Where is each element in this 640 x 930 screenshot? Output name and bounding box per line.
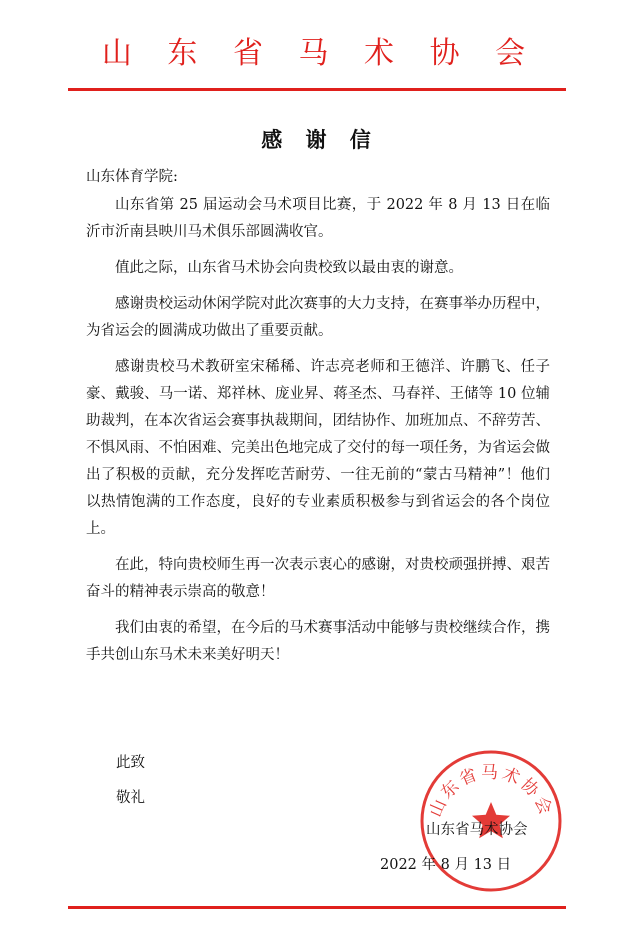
signature-organization: 山东省马术协会 [426, 822, 528, 838]
paragraph: 值此之际，山东省马术协会向贵校致以最由衷的谢意。 [115, 260, 463, 276]
letterhead-organization: 山 东 省 马 术 协 会 [101, 36, 539, 71]
closing-salute: 敬礼 [116, 790, 145, 806]
signature-date: 2022 年 8 月 13 日 [380, 857, 512, 873]
letter-body [86, 192, 550, 678]
letter-title: 感 谢 信 [261, 128, 379, 152]
closing-line: 此致 [116, 755, 145, 771]
paragraph: 感谢贵校马术教研室宋稀稀、许志亮老师和王德洋、许鹏飞、任子豪、戴骏、马一诺、郑祥林、庞业昇、蒋圣杰、马春祥、王储等 10 位辅助裁判，在本次省运会赛事执裁期间，团结协作、加班加点、不辞劳苦、不惧风雨、不怕困难、完美出色地完成了交付的每一项任务，为省运会做出了积极的贡献，充分发挥吃苦耐劳、一往无前的“蒙古马精神”！他们以热情饱满的工作态度，良好的专业素质积极参与到省运会的各个岗位上。 [86, 359, 550, 537]
paragraph: 我们由衷的希望，在今后的马术赛事活动中能够与贵校继续合作，携手共创山东马术未来美好明天！ [86, 620, 550, 663]
salutation: 山东体育学院: [86, 169, 178, 185]
paragraph: 在此，特向贵校师生再一次表示衷心的感谢，对贵校顽强拼搏、艰苦奋斗的精神表示崇高的敬意！ [86, 557, 550, 600]
letterhead-divider-bottom [68, 906, 566, 909]
seal-text: 山东省马术协会 [425, 762, 557, 821]
paragraph: 感谢贵校运动休闲学院对此次赛事的大力支持，在赛事举办历程中，为省运会的圆满成功做出了重要贡献。 [86, 296, 550, 339]
paragraph: 山东省第 25 届运动会马术项目比赛，于 2022 年 8 月 13 日在临沂市沂南县映川马术俱乐部圆满收官。 [86, 197, 550, 240]
letterhead-divider-top [68, 88, 566, 91]
